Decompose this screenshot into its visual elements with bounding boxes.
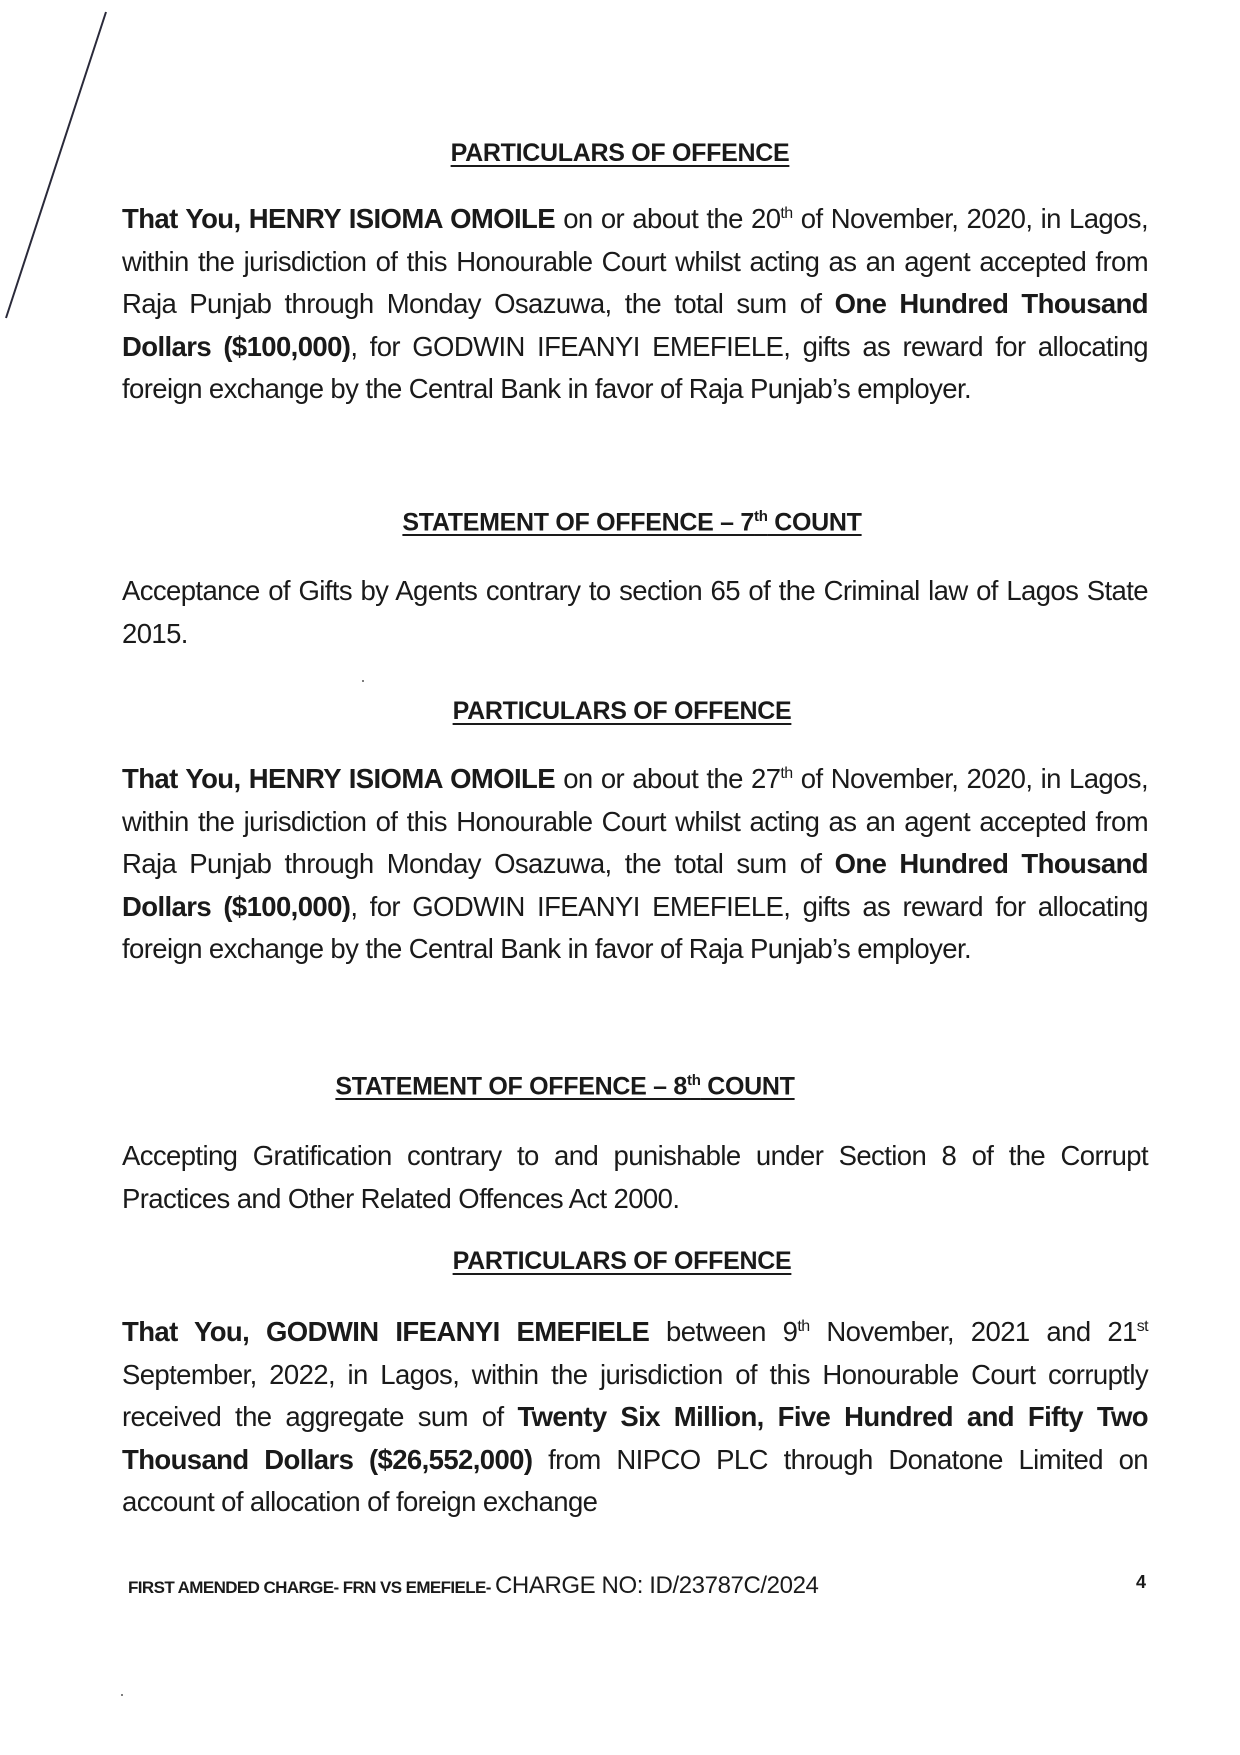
statement-heading-8th-count (0, 1072, 1185, 1101)
statement-heading-7th-count (12, 508, 1240, 537)
lead-text: That You, (122, 203, 249, 234)
page-footer (128, 1572, 1146, 1600)
lead-text: That You, (122, 763, 249, 794)
particulars-paragraph (122, 1311, 1148, 1524)
body-text: between 9 (649, 1316, 798, 1347)
footer-case-title: FIRST AMENDED CHARGE- FRN VS EMEFIELE- (128, 1578, 495, 1597)
accused-name: HENRY ISIOMA OMOILE (248, 203, 555, 234)
scan-speck (121, 1694, 123, 1696)
body-text: September, 2022, in Lagos, within the jurisdiction of this Honourable Court corruptly received the aggregate sum of (122, 1358, 1148, 1432)
ordinal-suffix: th (780, 204, 793, 222)
amount-words: One Hundred Thousand Dollars (122, 848, 1148, 922)
ordinal-suffix: th (754, 508, 768, 525)
page-number: 4 (1135, 1572, 1146, 1592)
ordinal-suffix: th (780, 764, 793, 782)
particulars-paragraph (122, 198, 1148, 411)
particulars-paragraph (122, 758, 1148, 971)
body-text: of November, 2020, in Lagos, within the jurisdiction of this Honourable Court whilst acting as an agent accepted from Raja Punjab through Monday Osazuwa, the total sum of (122, 763, 1148, 879)
heading-text: COUNT (700, 1072, 795, 1101)
amount-words: One Hundred Thousand Dollars (122, 288, 1148, 362)
body-text: , for GODWIN IFEANYI EMEFIELE, gifts as reward for allocating foreign exchange by the Central Bank in favor of Raja Punjab’s employer. (122, 330, 1148, 404)
particulars-heading: PARTICULARS OF OFFENCE (452, 1247, 792, 1275)
amount-figure: ($100,000) (223, 330, 351, 362)
statement-paragraph: Accepting Gratification contrary to and punishable under Section 8 of the Corrupt Practices and Other Related Offences Act 2000. (122, 1140, 1148, 1214)
amount-figure: ($26,552,000) (368, 1443, 533, 1475)
ordinal-suffix: st (1136, 1317, 1149, 1335)
heading-text: STATEMENT OF OFFENCE – 7 (402, 508, 755, 537)
particulars-heading: PARTICULARS OF OFFENCE (452, 697, 792, 725)
footer-charge-number: CHARGE NO: ID/23787C/2024 (494, 1572, 819, 1599)
body-text: on or about the 20 (554, 203, 781, 234)
lead-text: That You, (122, 1316, 266, 1347)
statement-paragraph: Acceptance of Gifts by Agents contrary to section 65 of the Criminal law of Lagos State 2015. (122, 575, 1148, 649)
accused-name: GODWIN IFEANYI EMEFIELE (266, 1316, 650, 1347)
body-text: November, 2021 and 21 (809, 1316, 1137, 1347)
amount-words: Twenty Six Million, Five Hundred and Fifty Two Thousand Dollars (122, 1401, 1148, 1475)
ordinal-suffix: th (687, 1072, 701, 1089)
body-text: on or about the 27 (554, 763, 781, 794)
heading-text: STATEMENT OF OFFENCE – 8 (335, 1072, 688, 1101)
scan-speck (362, 680, 364, 682)
amount-figure: ($100,000) (223, 890, 351, 922)
particulars-heading: PARTICULARS OF OFFENCE (450, 139, 790, 167)
body-text: , for GODWIN IFEANYI EMEFIELE, gifts as reward for allocating foreign exchange by the Central Bank in favor of Raja Punjab’s employer. (122, 890, 1148, 964)
body-text: from NIPCO PLC through Donatone Limited on account of allocation of foreign exchange (122, 1443, 1148, 1517)
ordinal-suffix: th (797, 1317, 810, 1335)
accused-name: HENRY ISIOMA OMOILE (248, 763, 555, 794)
body-text: of November, 2020, in Lagos, within the jurisdiction of this Honourable Court whilst acting as an agent accepted from Raja Punjab through Monday Osazuwa, the total sum of (122, 203, 1148, 319)
heading-text: COUNT (767, 508, 862, 537)
